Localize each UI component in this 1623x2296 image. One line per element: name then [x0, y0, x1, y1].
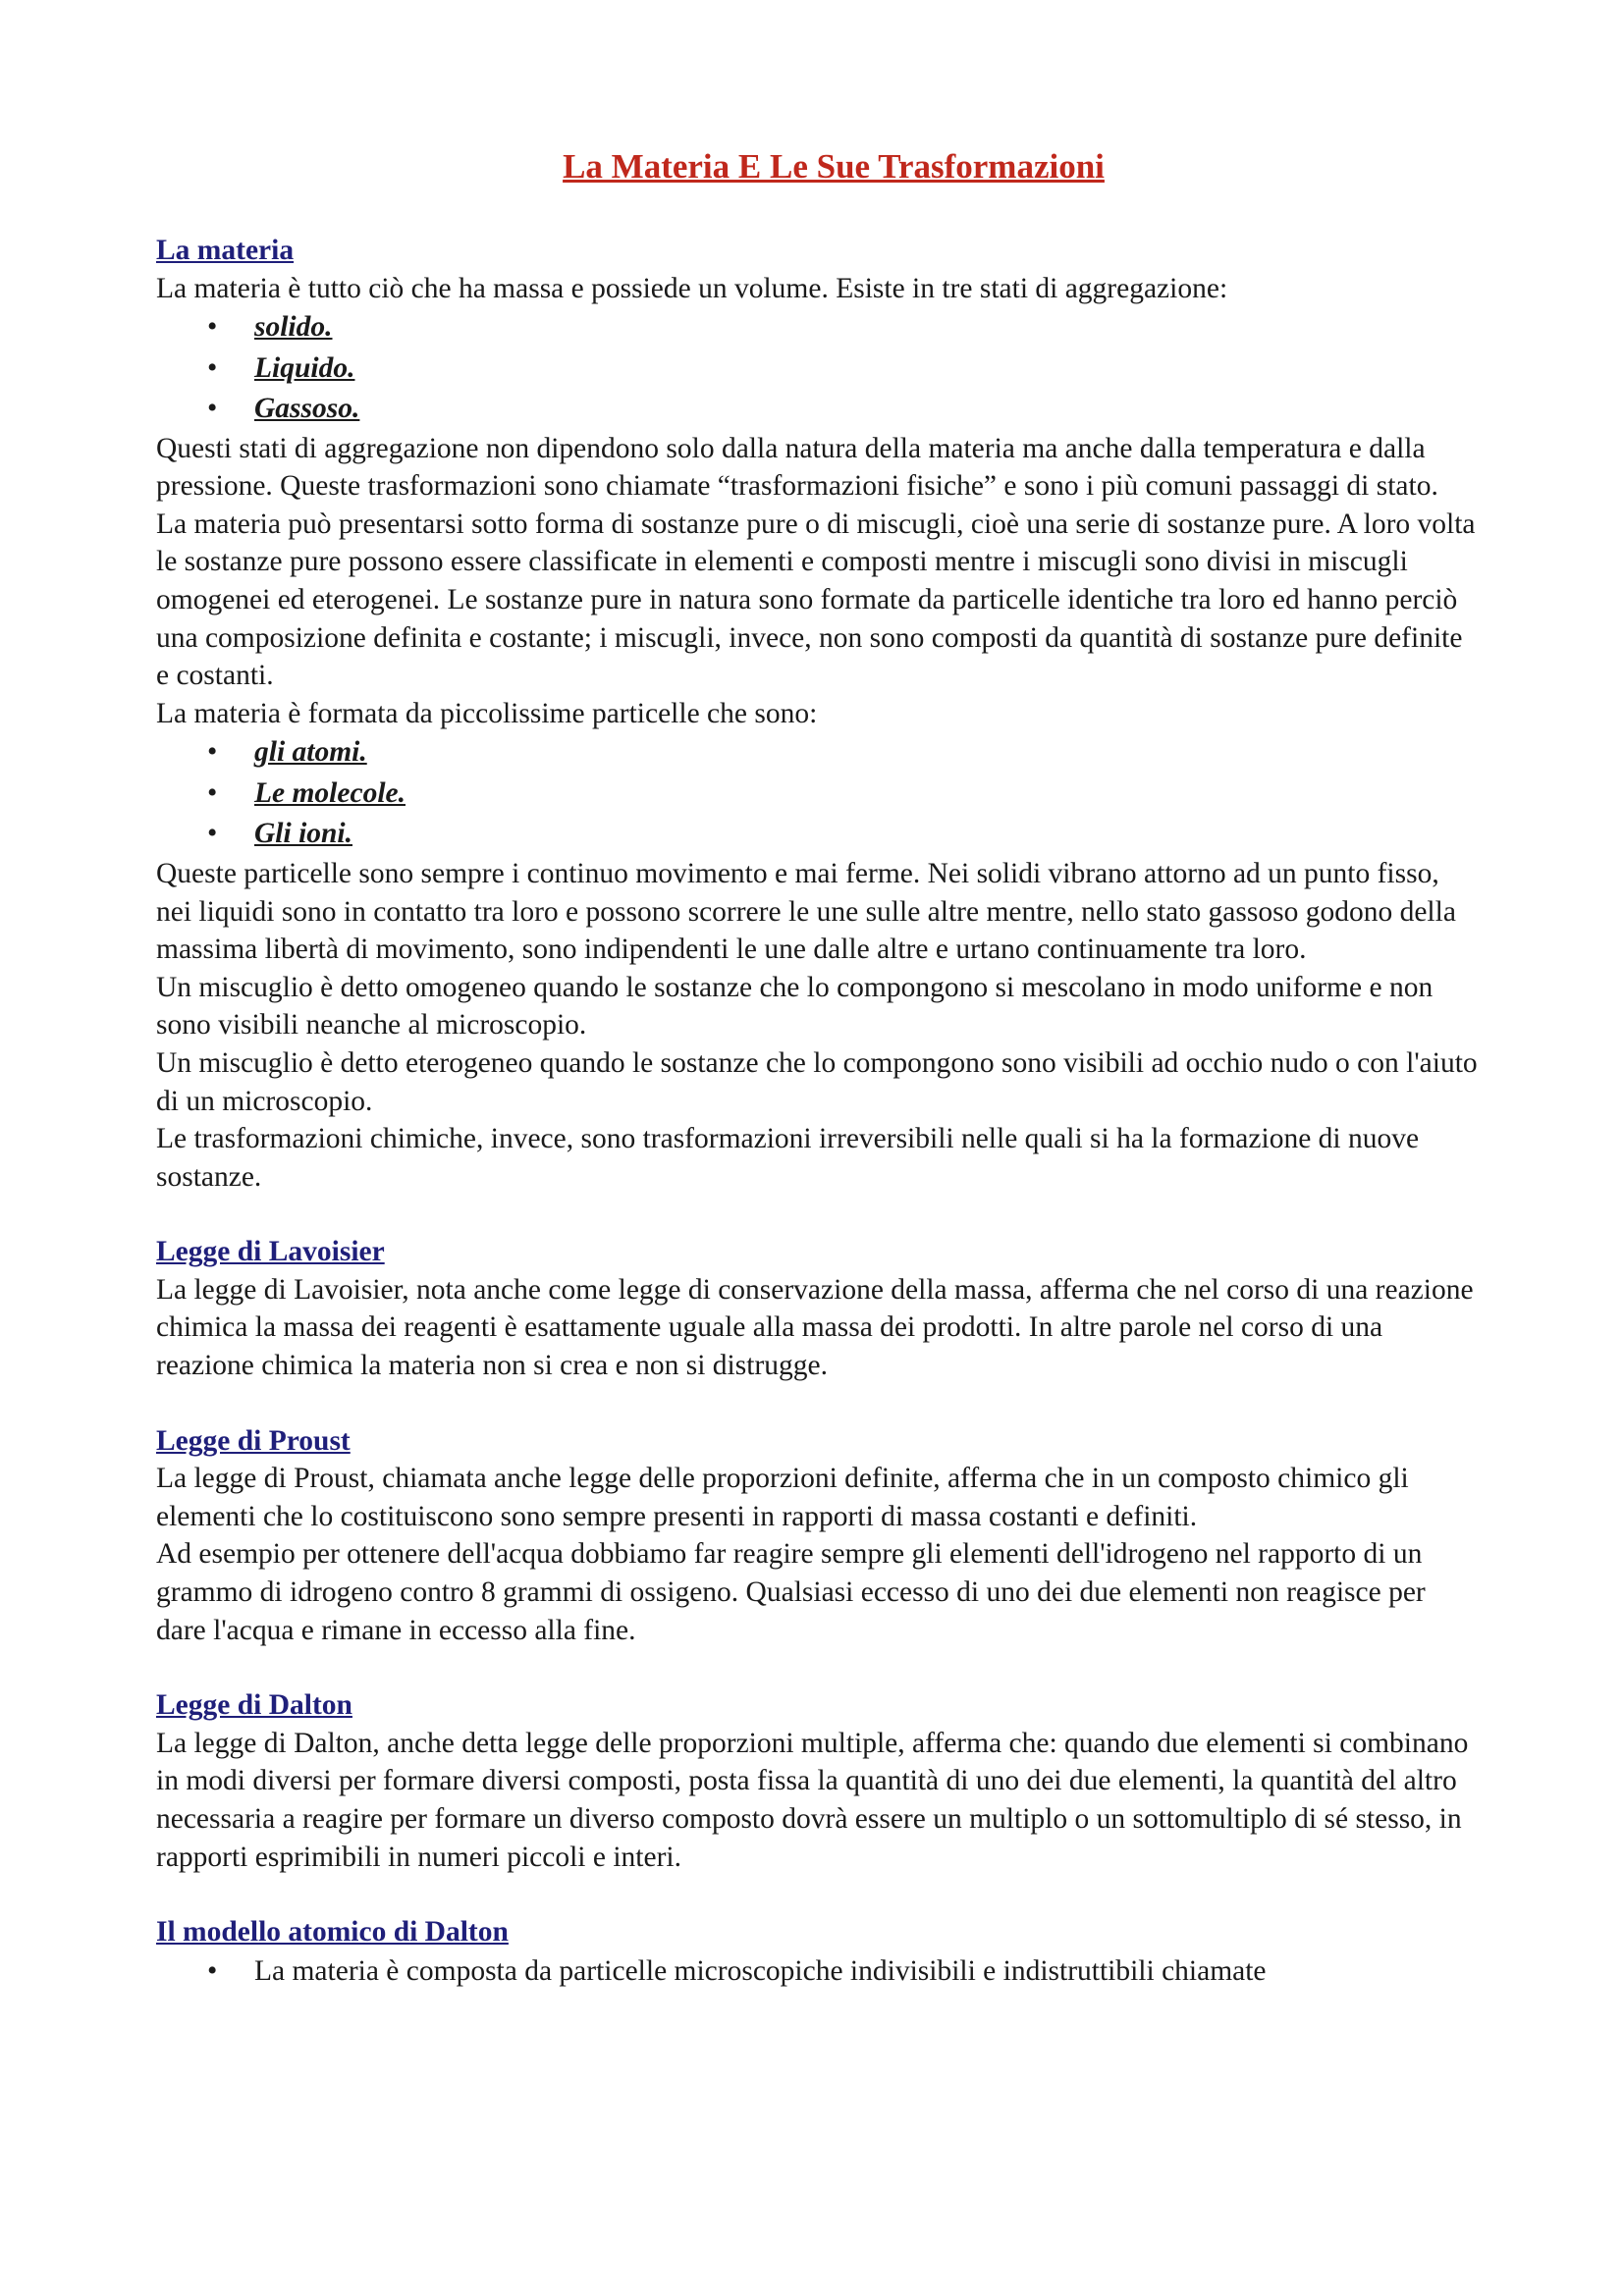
list-item: • La materia è composta da particelle microscopiche indivisibili e indistruttibili chiamate	[156, 1951, 1482, 1993]
paragraph: La materia è tutto ciò che ha massa e possiede un volume. Esiste in tre stati di aggregazione:	[156, 272, 1228, 304]
spacer	[156, 1196, 1482, 1233]
bullet-icon: •	[207, 311, 218, 344]
paragraph: La legge di Dalton, anche detta legge delle proporzioni multiple, afferma che: quando due elementi si combinano in modi diversi per formare diversi composti, posta fissa la quantità di uno dei due elementi, la quantità del altro necessaria a reagire per formare un diverso composto dovrà essere un multiplo o un sottomultiplo di sé stesso, in rapporti esprimibili in numeri piccoli e interi.	[156, 1727, 1469, 1873]
model-list	[156, 1951, 1482, 1993]
document-title: La Materia E Le Sue Trasformazioni	[563, 147, 1105, 186]
paragraph: La materia può presentarsi sotto forma di sostanze pure o di miscugli, cioè una serie di sostanze pure. A loro volta le sostanze pure possono essere classificate in elementi e composti mentre i miscugli sono divisi in miscugli omogenei ed eterogenei. Le sostanze pure in natura sono formate da particelle identiche tra loro ed hanno perciò una composizione definita e costante; i miscugli, invece, non sono composti da quantità di sostanze pure definite e costanti.	[156, 507, 1476, 692]
section-heading-modello-atomico: Il modello atomico di Dalton	[156, 1916, 509, 1949]
spacer	[156, 1649, 1482, 1686]
paragraph: Questi stati di aggregazione non dipendono solo dalla natura della materia ma anche dalla temperatura e dalla pressione. Queste trasformazioni sono chiamate “trasformazioni fisiche” e sono i più comuni passaggi di stato.	[156, 432, 1438, 503]
paragraph: Le trasformazioni chimiche, invece, sono trasformazioni irreversibili nelle quali si ha la formazione di nuove sostanze.	[156, 1123, 1420, 1193]
list-item: • solido.	[156, 307, 1482, 348]
section-heading-lavoisier: Legge di Lavoisier	[156, 1236, 385, 1268]
section-heading-dalton: Legge di Dalton	[156, 1689, 352, 1722]
list-item: • Gli ioni.	[156, 814, 1482, 855]
spacer	[156, 1385, 1482, 1422]
section-heading-materia: La materia	[156, 235, 295, 266]
bullet-icon: •	[207, 351, 218, 384]
bullet-icon: •	[207, 776, 218, 809]
particles-list	[156, 732, 1482, 855]
paragraph: Un miscuglio è detto eterogeneo quando le sostanze che lo compongono sono visibili ad occhio nudo o con l'aiuto di un microscopio.	[156, 1046, 1478, 1117]
paragraph: La materia è formata da piccolissime particelle che sono:	[156, 697, 818, 729]
bullet-icon: •	[207, 1954, 218, 1987]
bullet-icon: •	[207, 736, 218, 769]
bullet-icon: •	[207, 393, 218, 425]
states-list	[156, 307, 1482, 430]
paragraph: Queste particelle sono sempre i continuo movimento e mai ferme. Nei solidi vibrano attorno ad un punto fisso, nei liquidi sono in contatto tra loro e possono scorrere le une sulle altre mentre, nello stato gassoso godono della massima libertà di movimento, sono indipendenti le une dalle altre e urtano continuamente tra loro.	[156, 857, 1456, 966]
document-page	[156, 147, 1482, 1992]
list-item: • Gassoso.	[156, 389, 1482, 430]
spacer	[156, 1876, 1482, 1913]
paragraph: La legge di Proust, chiamata anche legge delle proporzioni definite, afferma che in un composto chimico gli elementi che lo costituiscono sono sempre presenti in rapporti di massa costanti e definiti.	[156, 1463, 1409, 1532]
paragraph: La legge di Lavoisier, nota anche come legge di conservazione della massa, afferma che nel corso di una reazione chimica la massa dei reagenti è esattamente uguale alla massa dei prodotti. In altre parole nel corso di una reazione chimica la materia non si crea e non si distrugge.	[156, 1273, 1474, 1382]
paragraph: Un miscuglio è detto omogeneo quando le sostanze che lo compongono si mescolano in modo uniforme e non sono visibili neanche al microscopio.	[156, 971, 1434, 1041]
list-item: • Liquido.	[156, 348, 1482, 390]
list-item: • gli atomi.	[156, 732, 1482, 774]
bullet-icon: •	[207, 818, 218, 850]
paragraph: Ad esempio per ottenere dell'acqua dobbiamo far reagire sempre gli elementi dell'idrogeno nel rapporto di un grammo di idrogeno contro 8 grammi di ossigeno. Qualsiasi eccesso di uno dei due elementi non reagisce per dare l'acqua e rimane in eccesso alla fine.	[156, 1538, 1426, 1646]
list-item: • Le molecole.	[156, 774, 1482, 815]
section-heading-proust: Legge di Proust	[156, 1424, 351, 1457]
